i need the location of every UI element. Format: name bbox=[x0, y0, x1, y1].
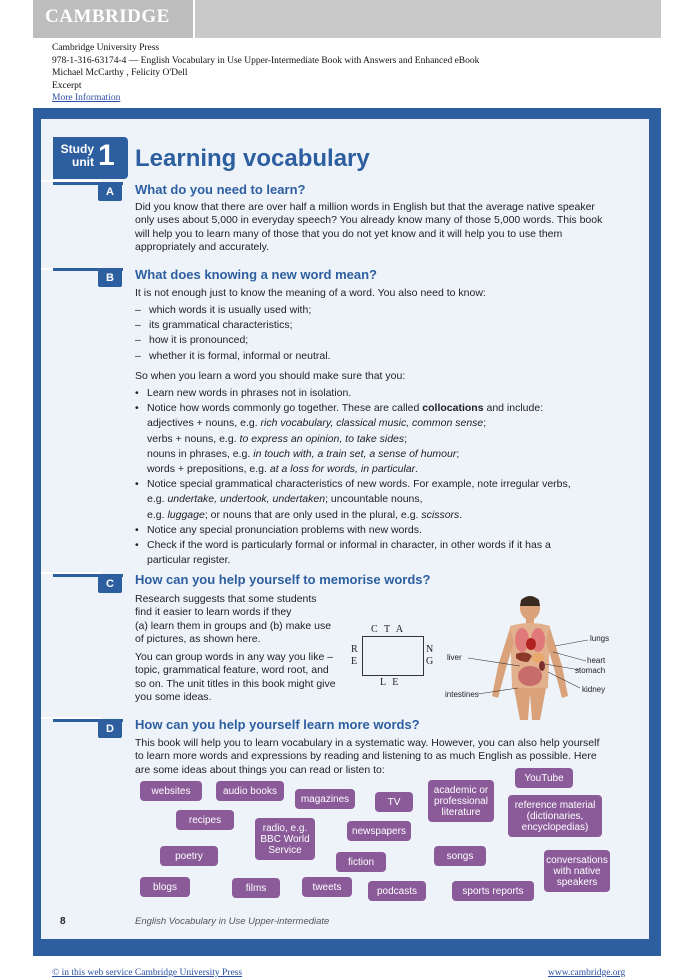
section-d-heading: How can you help yourself learn more words? bbox=[135, 717, 420, 732]
tag-films: films bbox=[232, 878, 280, 898]
tag-fiction: fiction bbox=[336, 852, 386, 872]
list-item: – which words it is usually used with; bbox=[135, 303, 330, 318]
tag-radio: radio, e.g. BBC World Service bbox=[255, 818, 315, 860]
tag-academic-literature: academic or professional literature bbox=[428, 780, 494, 822]
publisher: Cambridge University Press bbox=[52, 43, 160, 53]
tag-poetry: poetry bbox=[160, 846, 218, 866]
section-b-intro: It is not enough just to know the meaning of a word. You also need to know: bbox=[135, 287, 486, 299]
list-item: • Notice special grammatical characteristics of new words. For example, note irregular verbs, bbox=[135, 477, 595, 492]
label-heart: heart bbox=[587, 656, 606, 665]
text-line: of pictures, as shown here. bbox=[135, 633, 261, 646]
section-c-text-1 bbox=[135, 593, 365, 647]
section-b-badge: B bbox=[98, 270, 122, 287]
section-a-text bbox=[135, 201, 605, 255]
list-item: – its grammatical characteristics; bbox=[135, 318, 330, 333]
text: . bbox=[459, 508, 463, 521]
text: verbs + nouns, e.g. bbox=[147, 432, 240, 445]
letters-top: C T A bbox=[371, 624, 406, 635]
isbn-line: 978-1-316-63174-4 — English Vocabulary in Use Upper-Intermediate Book with Answers and Enhanced eBook bbox=[52, 55, 480, 66]
pointer-lungs bbox=[555, 640, 588, 646]
text-line: You can group words in any way you like – bbox=[135, 651, 334, 663]
knowledge-list bbox=[135, 303, 330, 364]
tag-songs: songs bbox=[434, 846, 486, 866]
bibliographic-info bbox=[52, 42, 479, 105]
text-line: Research suggests that some students bbox=[135, 593, 317, 605]
excerpt-label: Excerpt bbox=[52, 80, 82, 91]
label-stomach: stomach bbox=[575, 666, 606, 675]
text-line: find it easier to learn words if they bbox=[135, 606, 292, 619]
label-liver: liver bbox=[447, 653, 462, 662]
unit-label: unit bbox=[72, 155, 94, 169]
tag-blogs: blogs bbox=[140, 877, 190, 897]
text-line: This book will help you to learn vocabulary in a systematic way. However, you can also help yourself bbox=[135, 737, 600, 749]
text: ; bbox=[456, 447, 460, 460]
list-item-cont: particular register. bbox=[147, 554, 231, 567]
tag-websites: websites bbox=[140, 781, 202, 801]
tag-tv: TV bbox=[375, 792, 413, 812]
collocations-term: collocations bbox=[422, 402, 484, 415]
letters-bottom: L E bbox=[380, 677, 401, 688]
text: and include: bbox=[483, 402, 544, 415]
text-line: Did you know that there are over half a million words in English but that the average native speaker bbox=[135, 201, 595, 213]
book-footer-title: English Vocabulary in Use Upper-intermediate bbox=[135, 916, 330, 927]
text-line: are some ideas about things you can read or listen to: bbox=[135, 763, 385, 776]
section-c-badge: C bbox=[98, 576, 122, 593]
tag-recipes: recipes bbox=[176, 810, 234, 830]
list-item: • Notice any special pronunciation problems with new words. bbox=[135, 523, 595, 538]
example-italic: in touch with, a train set, a sense of humour bbox=[253, 447, 457, 460]
letter-box-diagram bbox=[362, 636, 424, 676]
section-a-heading: What do you need to learn? bbox=[135, 182, 306, 197]
letters-left: R E bbox=[351, 644, 360, 667]
list-item-cont bbox=[135, 492, 595, 507]
tag-audio-books: audio books bbox=[216, 781, 284, 801]
text-line: appropriately and accurately. bbox=[135, 241, 270, 254]
text: e.g. bbox=[147, 508, 168, 521]
page-number: 8 bbox=[60, 916, 66, 927]
section-c-text-2 bbox=[135, 651, 365, 705]
text: nouns in phrases, e.g. bbox=[147, 447, 254, 460]
text-line: you some ideas. bbox=[135, 691, 212, 704]
text: words + prepositions, e.g. bbox=[147, 463, 270, 476]
text: e.g. bbox=[147, 493, 168, 506]
example-italic: scissors bbox=[421, 508, 460, 521]
study-unit-label bbox=[58, 143, 94, 169]
unit-number: 1 bbox=[98, 139, 115, 172]
example-italic: rich vocabulary, classical music, common sense bbox=[260, 417, 484, 430]
collocation-example bbox=[135, 432, 595, 447]
text-line: so on. The unit titles in this book might give bbox=[135, 677, 336, 690]
pointer-intestines bbox=[478, 688, 518, 694]
label-lungs: lungs bbox=[590, 634, 610, 643]
list-item bbox=[135, 401, 595, 416]
list-item: – whether it is formal, informal or neutral. bbox=[135, 349, 330, 364]
text-line: topic, grammatical feature, word root, and bbox=[135, 664, 329, 677]
example-italic: undertake, undertook, undertaken bbox=[167, 493, 326, 506]
list-item: • Check if the word is particularly formal or informal in character, in other words if it has a bbox=[135, 538, 595, 553]
tips-list bbox=[135, 386, 595, 568]
collocation-example bbox=[135, 447, 595, 462]
section-b-heading: What does knowing a new word mean? bbox=[135, 267, 377, 282]
text-line: to learn more words and expressions by reading and listening to as much English as possible. Here bbox=[135, 750, 597, 763]
text: ; or nouns that are only used in the plural, e.g. bbox=[204, 508, 422, 521]
section-c-heading: How can you help yourself to memorise words? bbox=[135, 572, 431, 587]
text: . bbox=[415, 463, 419, 476]
section-a-badge: A bbox=[98, 184, 122, 201]
pointer-heart bbox=[553, 652, 586, 661]
collocation-example bbox=[135, 462, 595, 477]
list-item-cont bbox=[135, 508, 595, 523]
text: ; bbox=[404, 432, 408, 445]
pointer-liver bbox=[468, 658, 520, 666]
study-label: Study bbox=[60, 142, 94, 156]
example-italic: to express an opinion, to take sides bbox=[239, 432, 405, 445]
list-item: • Learn new words in phrases not in isolation. bbox=[135, 386, 595, 401]
text-line: (a) learn them in groups and (b) make use bbox=[135, 619, 332, 632]
list-item: – how it is pronounced; bbox=[135, 333, 330, 348]
collocation-example bbox=[135, 416, 595, 431]
unit-title: Learning vocabulary bbox=[135, 145, 370, 172]
tag-conversations: conversations with native speakers bbox=[544, 850, 610, 892]
example-italic: at a loss for words, in particular bbox=[269, 463, 416, 476]
copyright-link[interactable]: © in this web service Cambridge University Press bbox=[52, 968, 243, 978]
tag-youtube: YouTube bbox=[515, 768, 573, 788]
tag-podcasts: podcasts bbox=[368, 881, 426, 901]
text: ; bbox=[483, 417, 487, 430]
text: adjectives + nouns, e.g. bbox=[147, 417, 261, 430]
authors: Michael McCarthy , Felicity O'Dell bbox=[52, 68, 188, 79]
text: Notice how words commonly go together. These are called bbox=[147, 402, 423, 415]
tag-newspapers: newspapers bbox=[347, 821, 411, 841]
label-intestines: intestines bbox=[445, 690, 479, 699]
cambridge-logo[interactable]: CAMBRIDGE bbox=[33, 0, 193, 38]
hair bbox=[520, 596, 540, 606]
tag-magazines: magazines bbox=[295, 789, 355, 809]
text-line: will help you to learn many of those that you do not yet know and it will help you to use them bbox=[135, 227, 563, 240]
more-information-link[interactable]: More Information bbox=[52, 93, 121, 104]
text-line: only uses about 5,000 in everyday speech? You already know many of those 5,000 words. This book bbox=[135, 214, 603, 227]
tag-sports-reports: sports reports bbox=[452, 881, 534, 901]
site-header-bar bbox=[33, 0, 661, 38]
tag-tweets: tweets bbox=[302, 877, 352, 897]
section-d-badge: D bbox=[98, 721, 122, 738]
so-when-text: So when you learn a word you should make sure that you: bbox=[135, 370, 406, 382]
tag-reference-material: reference material (dictionaries, encyclopedias) bbox=[508, 795, 602, 837]
label-kidney: kidney bbox=[582, 685, 606, 694]
header-divider bbox=[193, 0, 195, 38]
letters-right: N G bbox=[426, 644, 436, 667]
example-italic: luggage bbox=[167, 508, 205, 521]
text: ; uncountable nouns, bbox=[325, 493, 423, 506]
cambridge-site-link[interactable]: www.cambridge.org bbox=[548, 968, 626, 978]
